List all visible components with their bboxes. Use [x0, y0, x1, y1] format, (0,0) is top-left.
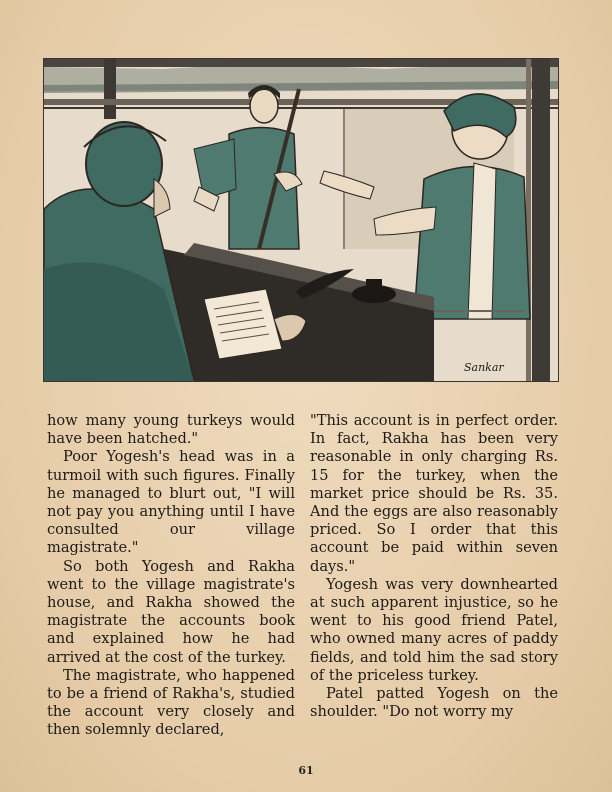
- page-number: 61: [298, 764, 314, 777]
- illustration-drawing: [44, 59, 558, 381]
- paragraph: Patel patted Yogesh on the shoulder. "Do not worry my: [310, 685, 558, 721]
- paragraph: Poor Yogesh's head was in a turmoil with such figures. Finally he managed to blurt out, "I will not pay you anything until I have consulted our village magistrate.": [47, 448, 295, 557]
- paragraph: Yogesh was very downhearted at such apparent injustice, so he went to his good friend Patel, who owned many acres of paddy fields, and told him the sad story of the priceless turkey.: [310, 575, 558, 684]
- paragraph: The magistrate, who happened to be a friend of Rakha's, studied the account very closely and then solemnly declared,: [47, 666, 295, 739]
- right-text-column: [310, 412, 558, 721]
- paragraph: "This account is in perfect order. In fact, Rakha has been very reasonable in only charging Rs. 15 for the turkey, when the market price should be Rs. 35. And the eggs are also reasonably priced. So I order that this account be paid within seven days.": [310, 412, 558, 575]
- paragraph: So both Yogesh and Rakha went to the village magistrate's house, and Rakha showed the magistrate the accounts book and explained how he had arrived at the cost of the turkey.: [47, 557, 295, 666]
- paragraph: how many young turkeys would have been hatched.": [47, 412, 295, 448]
- story-illustration: [43, 58, 559, 382]
- left-text-column: [47, 412, 295, 740]
- artist-signature: Sankar: [464, 361, 504, 374]
